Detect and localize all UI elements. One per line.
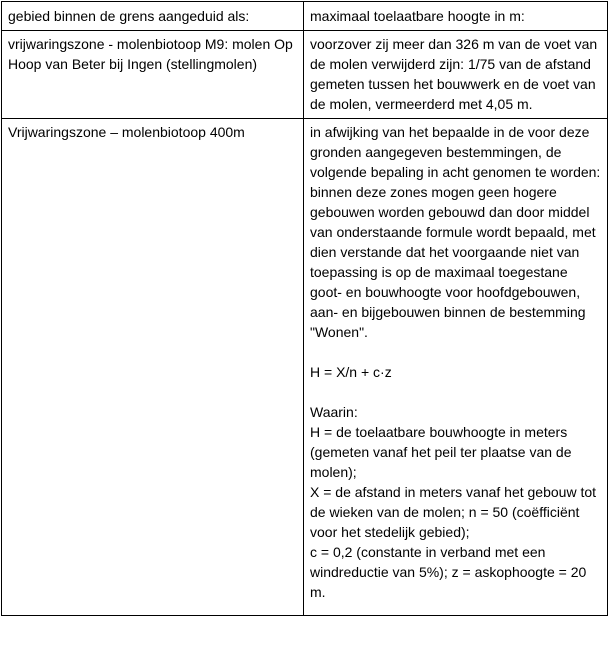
height-cell: voorzover zij meer dan 326 m van de voet van de molen verwijderd zijn: 1/75 van de afstand gemeten tussen het bouwwerk en de voet van de molen, vermeerderd met 4,05 m. [304, 31, 608, 119]
regulation-table [1, 1, 608, 616]
table-header-row [2, 2, 608, 31]
header-height-cell: maximaal toelaatbare hoogte in m: [304, 2, 608, 31]
formula-text: H = X/n + c·z [310, 364, 392, 380]
table-row [2, 31, 608, 119]
waarin-label: Waarin: [310, 404, 358, 420]
height-intro-paragraph: in afwijking van het bepaalde in de voor deze gronden aangegeven bestemmingen, de volgende bepaling in acht genomen te worden: binnen deze zones mogen geen hogere gebouwen worden gebouwd dan door middel van onderstaande formule wordt bepaald, met dien verstande dat het voorgaande niet van toepassing is op de maximaal toegestane goot- en bouwhoogte voor hoofdgebouwen, aan- en bijgebouwen binnen de bestemming "Wonen". [310, 124, 605, 340]
area-cell: Vrijwaringszone – molenbiotoop 400m [2, 119, 304, 616]
area-cell: vrijwaringszone - molenbiotoop M9: molen Op Hoop van Beter bij Ingen (stellingmolen) [2, 31, 304, 119]
height-cell [304, 119, 608, 616]
header-area-cell: gebied binnen de grens aangeduid als: [2, 2, 304, 31]
formula-definitions: H = de toelaatbare bouwhoogte in meters (gemeten vanaf het peil ter plaatse van de molen); X = de afstand in meters vanaf het gebouw tot de wieken van de molen; n = 50 (coëfficiënt voor het stedelijk gebied); c = 0,2 (constante in verband met een windreductie van 5%); z = askophoogte = 20 m. [310, 424, 597, 600]
table-row [2, 119, 608, 616]
